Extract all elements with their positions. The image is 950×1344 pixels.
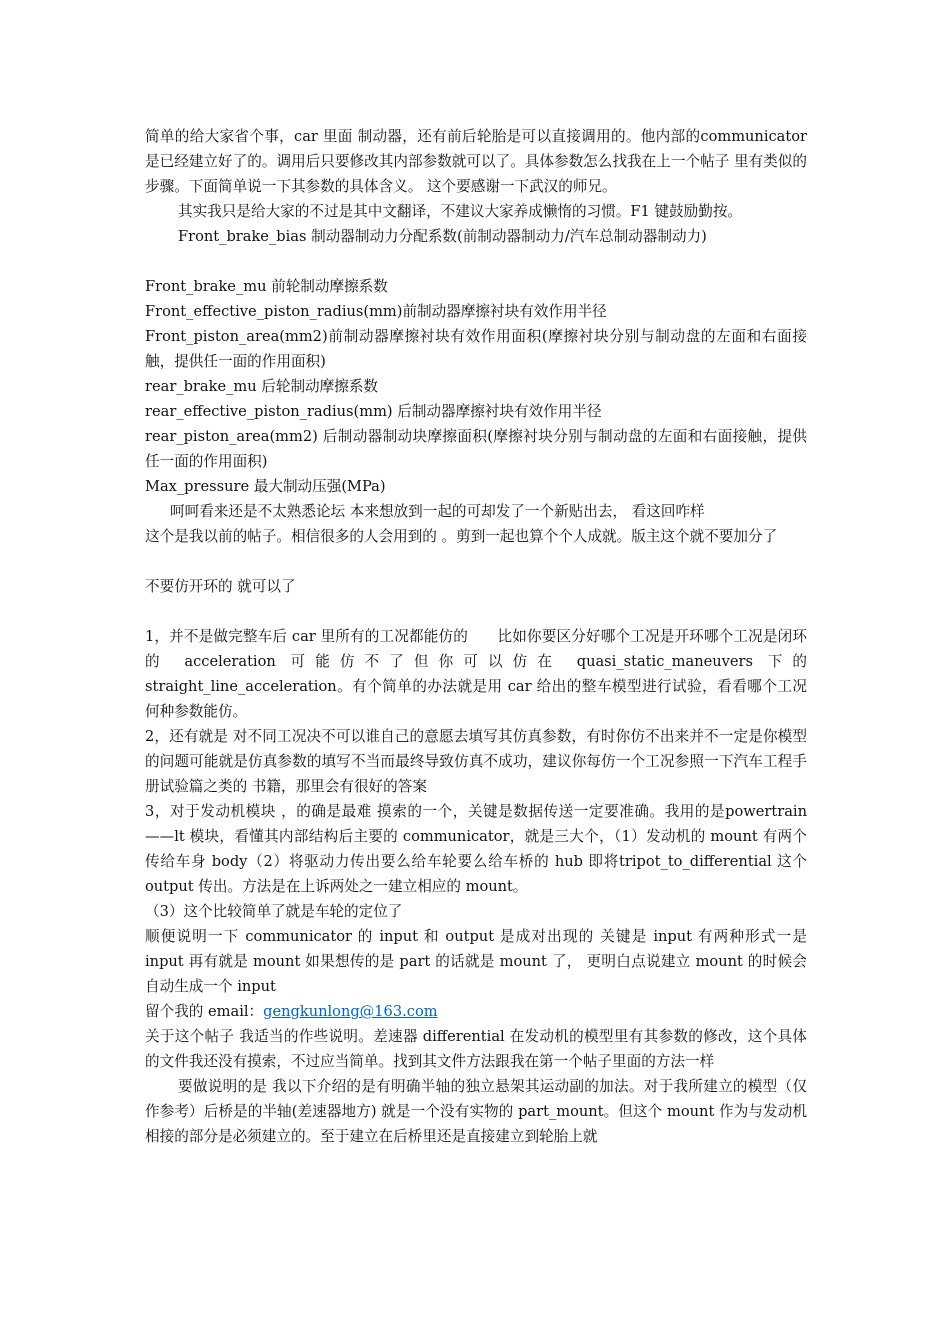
- email-label: 留个我的 email：: [145, 1003, 264, 1020]
- email-link[interactable]: gengkunlong@163.com: [263, 1003, 438, 1020]
- paragraph-forum-note: 呵呵看来还是不太熟悉论坛 本来想放到一起的可却发了一个新贴出去， 看这回咋样: [170, 503, 705, 520]
- paragraph-communicator: 顺便说明一下 communicator 的 input 和 output 是成对出现的 关键是 input 有两种形式一是input 再有就是 mount 如果想传的是 part 的话就是 mount 了， 更明白点说建立 mount 的时候会自动生成一个 input: [145, 928, 807, 995]
- paragraph-previous-post: 这个是我以前的帖子。相信很多的人会用到的 。剪到一起也算个个人成就。版主这个就不要加分了: [145, 528, 778, 545]
- paragraph-point-3: 3，对于发动机模块 ，的确是最难 摸索的一个，关键是数据传送一定要准确。我用的是powertrain——lt 模块，看懂其内部结构后主要的 communicator，就是三大个，（1）发动机的 mount 有两个传给车身 body（2）将驱动力传出要么给车轮要么给车桥的 hub 即将tripot_to_differential 这个 output 传出。方法是在上诉两处之一建立相应的 mount。: [145, 803, 807, 895]
- paragraph-intro: 简单的给大家省个事，car 里面 制动器，还有前后轮胎是可以直接调用的。他内部的communicator 是已经建立好了的。调用后只要修改其内部参数就可以了。具体参数怎么找我在上一个帖子 里有类似的步骤。下面简单说一下其参数的具体含义。 这个要感谢一下武汉的师兄。: [145, 128, 807, 195]
- paragraph-differential: 关于这个帖子 我适当的作些说明。差速器 differential 在发动机的模型里有其参数的修改，这个具体的文件我还没有摸索，不过应当简单。找到其文件方法跟我在第一个帖子里面的方法一样: [145, 1028, 807, 1070]
- param-front-piston-area: Front_piston_area(mm2)前制动器摩擦衬块有效作用面积(摩擦衬块分别与制动盘的左面和右面接触，提供任一面的作用面积): [145, 328, 807, 370]
- param-front-piston-radius: Front_effective_piston_radius(mm)前制动器摩擦衬块有效作用半径: [145, 303, 607, 320]
- param-rear-piston-radius: rear_effective_piston_radius(mm) 后制动器摩擦衬块有效作用半径: [145, 403, 602, 420]
- paragraph-note: 其实我只是给大家的不过是其中文翻译，不建议大家养成懒惰的习惯。F1 键鼓励勤按。: [178, 203, 743, 220]
- paragraph-open-loop: 不要仿开环的 就可以了: [145, 578, 296, 595]
- param-rear-piston-area: rear_piston_area(mm2) 后制动器制动块摩擦面积(摩擦衬块分别与制动盘的左面和右面接触，提供任一面的作用面积): [145, 428, 807, 470]
- param-front-brake-mu: Front_brake_mu 前轮制动摩擦系数: [145, 278, 388, 295]
- paragraph-point-3-sub: （3）这个比较简单了就是车轮的定位了: [145, 903, 403, 920]
- paragraph-email: [145, 999, 807, 1024]
- blank-line: [145, 549, 807, 574]
- param-front-brake-bias: Front_brake_bias 制动器制动力分配系数(前制动器制动力/汽车总制动器制动力): [178, 228, 707, 245]
- document-body: [145, 124, 807, 1149]
- blank-line: [145, 599, 807, 624]
- paragraph-point-2: 2，还有就是 对不同工况决不可以谁自己的意愿去填写其仿真参数，有时你仿不出来并不一定是你模型的问题可能就是仿真参数的填写不当而最终导致仿真不成功，建议你每仿一个工况参照一下汽车工程手册试验篇之类的 书籍，那里会有很好的答案: [145, 728, 807, 795]
- param-rear-brake-mu: rear_brake_mu 后轮制动摩擦系数: [145, 378, 379, 395]
- param-max-pressure: Max_pressure 最大制动压强(MPa): [145, 478, 386, 495]
- paragraph-half-shaft: 要做说明的是 我以下介绍的是有明确半轴的独立悬架其运动副的加法。对于我所建立的模型（仅作参考）后桥是的半轴(差速器地方) 就是一个没有实物的 part_mount。但这个 mount 作为与发动机相接的部分是必须建立的。至于建立在后桥里还是直接建立到轮胎上就: [145, 1078, 807, 1145]
- paragraph-point-1: 1，并不是做完整车后 car 里所有的工况都能仿的 比如你要区分好哪个工况是开环哪个工况是闭环的 acceleration 可能仿不了但你可以仿在 quasi_static_maneuvers 下的straight_line_acceleration。有个简单的办法就是用 car 给出的整车模型进行试验，看看哪个工况何种参数能仿。: [145, 628, 807, 720]
- blank-line: [145, 249, 807, 274]
